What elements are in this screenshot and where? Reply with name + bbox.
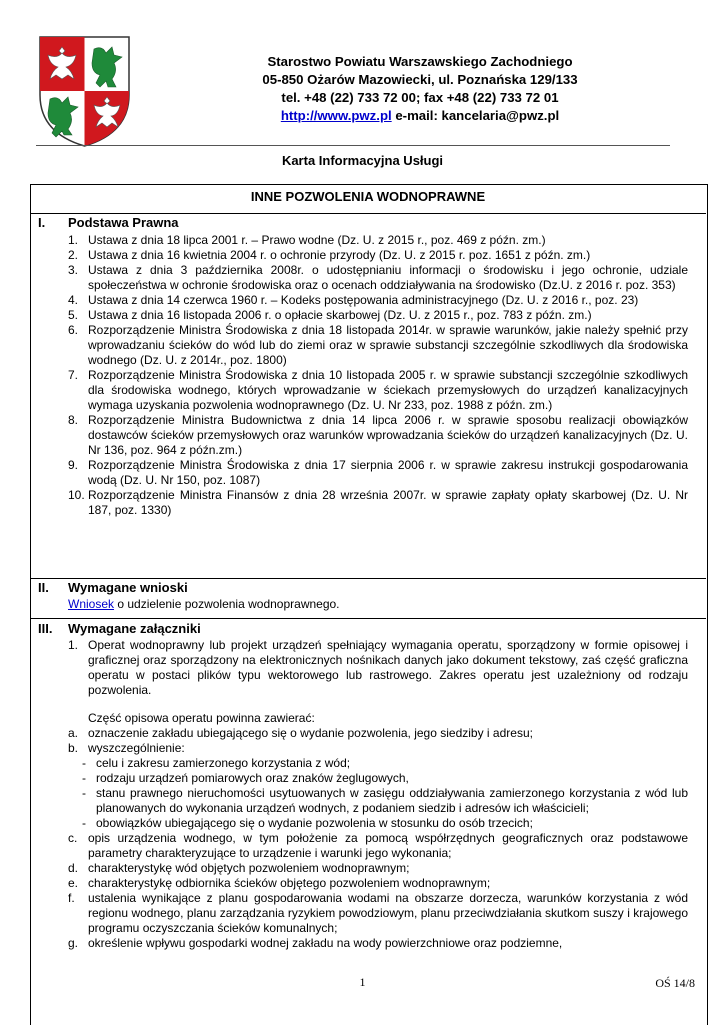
- item-number: 1.: [68, 638, 79, 652]
- list-item: [68, 458, 688, 488]
- attachments-list: [68, 638, 688, 698]
- section-1-number: I.: [38, 215, 46, 230]
- item-number: 7.: [68, 368, 79, 382]
- list-item: [82, 771, 688, 786]
- section-3-title: Wymagane załączniki: [68, 621, 201, 636]
- item-text: Ustawa z dnia 16 listopada 2006 r. o opłacie skarbowej (Dz. U. z 2015 r., poz. 783 z późn. zm.): [88, 308, 592, 322]
- section-divider: [30, 213, 706, 214]
- item-text: opis urządzenia wodnego, w tym położenie za pomocą współrzędnych geograficznych oraz podstawowe parametry charakteryzujące to urządzenie i warunki jego wykonania;: [88, 831, 688, 860]
- item-number: b.: [68, 741, 79, 755]
- operat-contents-list: [68, 726, 688, 951]
- item-text: Ustawa z dnia 18 lipca 2001 r. – Prawo wodne (Dz. U. z 2015 r., poz. 469 z późn. zm.): [88, 233, 546, 247]
- item-text: określenie wpływu gospodarki wodnej zakładu na wody powierzchniowe oraz podziemne,: [88, 936, 563, 950]
- list-item: [68, 726, 688, 741]
- item-text: Rozporządzenie Ministra Środowiska z dnia 10 listopada 2005 r. w sprawie substancji szczególnie szkodliwych dla środowiska wodnego, których wprowadzanie w ściekach przemysłowych do urządzeń kanalizacyjnych wymaga uzyskania pozwolenia wodnoprawnego (Dz. U. Nr 233, poz. 1988 z późn. zm.): [88, 368, 688, 412]
- application-description: o udzielenie pozwolenia wodnoprawnego.: [114, 597, 340, 611]
- list-item: [68, 233, 688, 248]
- item-text: Operat wodnoprawny lub projekt urządzeń spełniający wymagania operatu, sporządzony w formie opisowej i graficznej oraz sporządzony na elektronicznych nośnikach danych jako dokument tekstowy, zaś część graficzna operatu w postaci plików typu wektorowego lub rastrowego. Zakres operatu jest uzależniony od rodzaju pozwolenia.: [88, 638, 688, 697]
- item-number: f.: [68, 891, 75, 905]
- item-text: Rozporządzenie Ministra Finansów z dnia 28 września 2007r. w sprawie zapłaty opłaty skarbowej (Dz. U. Nr 187, poz. 1330): [88, 488, 688, 517]
- item-text: Rozporządzenie Ministra Budownictwa z dnia 14 lipca 2006 r. w sprawie sposobu realizacji obowiązków dostawców ścieków przemysłowych oraz warunków wprowadzania ścieków do urządzeń kanalizacyjnych (Dz. U. Nr 136, poz. 964 z późn.zm.): [88, 413, 688, 457]
- list-item: [68, 936, 688, 951]
- item-text: obowiązków ubiegającego się o wydanie pozwolenia w stosunku do osób trzecich;: [96, 816, 533, 830]
- list-item: [68, 248, 688, 263]
- list-item: [82, 756, 688, 771]
- page-number: 1: [359, 975, 366, 989]
- item-number: g.: [68, 936, 79, 950]
- office-address: 05-850 Ożarów Mazowiecki, ul. Poznańska 129/133: [262, 72, 578, 87]
- item-text: charakterystykę odbiornika ścieków objętego pozwoleniem wodnoprawnym;: [88, 876, 491, 890]
- office-contact-line: [150, 107, 690, 125]
- list-item: [82, 786, 688, 816]
- item-text: Rozporządzenie Ministra Środowiska z dnia 17 sierpnia 2006 r. w sprawie zakresu instrukcji gospodarowania wodą (Dz. U. Nr 150, poz. 1087): [88, 458, 688, 487]
- item-text: rodzaju urządzeń pomiarowych oraz znaków żeglugowych,: [96, 771, 409, 785]
- list-item: [68, 831, 688, 861]
- section-3-number: III.: [38, 621, 53, 636]
- item-number: 6.: [68, 323, 79, 337]
- item-number: 9.: [68, 458, 79, 472]
- item-number: 5.: [68, 308, 79, 322]
- application-form-link[interactable]: Wniosek: [68, 597, 115, 611]
- section-divider: [30, 578, 706, 579]
- item-text: oznaczenie zakładu ubiegającego się o wydanie pozwolenia, jego siedziby i adresu;: [88, 726, 533, 740]
- item-number: c.: [68, 831, 78, 845]
- item-text: Ustawa z dnia 14 czerwca 1960 r. – Kodeks postępowania administracyjnego (Dz. U. z 2016 r., poz. 23): [88, 293, 639, 307]
- item-number: -: [82, 816, 86, 830]
- county-coat-of-arms: [38, 35, 131, 148]
- list-item: [68, 488, 688, 518]
- required-application-line: [68, 597, 688, 612]
- item-number: 2.: [68, 248, 79, 262]
- list-item: [68, 741, 688, 756]
- item-text: Rozporządzenie Ministra Środowiska z dnia 18 listopada 2014r. w sprawie warunków, jakie należy spełnić przy wprowadzaniu ścieków do wód lub do ziemi oraz w sprawie substancji szczególnie szkodliwych dla środowiska wodnego (Dz. U. z 2014r., poz. 1800): [88, 323, 688, 367]
- item-text: charakterystykę wód objętych pozwoleniem wodnoprawnym;: [88, 861, 410, 875]
- list-item: [82, 816, 688, 831]
- website-link[interactable]: http://www.pwz.pl: [280, 108, 392, 123]
- item-number: 3.: [68, 263, 79, 277]
- section-1-title: Podstawa Prawna: [68, 215, 179, 230]
- list-item: [68, 861, 688, 876]
- list-item: [68, 891, 688, 936]
- section-divider: [30, 618, 706, 619]
- list-item: [68, 293, 688, 308]
- item-text: wyszczególnienie:: [88, 741, 185, 755]
- list-item: [68, 368, 688, 413]
- item-text: Ustawa z dnia 16 kwietnia 2004 r. o ochronie przyrody (Dz. U. z 2015 r. poz. 1651 z późn. zm.): [88, 248, 591, 262]
- legal-basis-list: [68, 233, 688, 518]
- item-number: 8.: [68, 413, 79, 427]
- list-item: [68, 876, 688, 891]
- service-title: INNE POZWOLENIA WODNOPRAWNE: [250, 189, 486, 204]
- item-number: -: [82, 771, 86, 785]
- operat-description-intro: Część opisowa operatu powinna zawierać:: [88, 711, 315, 725]
- email-text: e-mail: kancelaria@pwz.pl: [395, 108, 560, 123]
- document-code: OŚ 14/8: [655, 976, 695, 990]
- item-text: celu i zakresu zamierzonego korzystania z wód;: [96, 756, 351, 770]
- list-item: [68, 263, 688, 293]
- item-text: stanu prawnego nieruchomości usytuowanych w zasięgu oddziaływania zamierzonego korzystania z wód lub planowanych do wykonania urządzeń wodnych, z podaniem siedzib i adresów ich właścicieli;: [96, 786, 688, 815]
- item-number: 1.: [68, 233, 79, 247]
- section-2-title: Wymagane wnioski: [68, 580, 188, 595]
- office-phone-fax: tel. +48 (22) 733 72 00; fax +48 (22) 733 72 01: [281, 90, 559, 105]
- header-divider: [36, 145, 670, 146]
- section-2-number: II.: [38, 580, 49, 595]
- item-number: d.: [68, 861, 79, 875]
- list-item: [68, 638, 688, 698]
- list-item: [68, 413, 688, 458]
- office-name: Starostwo Powiatu Warszawskiego Zachodniego: [267, 54, 573, 69]
- document-title: Karta Informacyjna Usługi: [281, 153, 444, 168]
- item-number: a.: [68, 726, 79, 740]
- list-item: [68, 308, 688, 323]
- item-text: ustalenia wynikające z planu gospodarowania wodami na obszarze dorzecza, warunków korzystania z wód regionu wodnego, planu zarządzania ryzykiem powodziowym, planu przeciwdziałania skutkom suszy i krajowego programu oczyszczania ścieków komunalnych;: [88, 891, 688, 935]
- item-number: 10.: [68, 488, 85, 502]
- item-number: -: [82, 786, 86, 800]
- item-number: -: [82, 756, 86, 770]
- item-number: 4.: [68, 293, 79, 307]
- item-number: e.: [68, 876, 79, 890]
- list-item: [68, 323, 688, 368]
- item-text: Ustawa z dnia 3 października 2008r. o udostępnianiu informacji o środowisku i jego ochronie, udziale społeczeństwa w ochronie środowiska oraz o ocenach oddziaływania na środowisko (Dz.U. z 2016 r. poz. 353): [88, 263, 688, 292]
